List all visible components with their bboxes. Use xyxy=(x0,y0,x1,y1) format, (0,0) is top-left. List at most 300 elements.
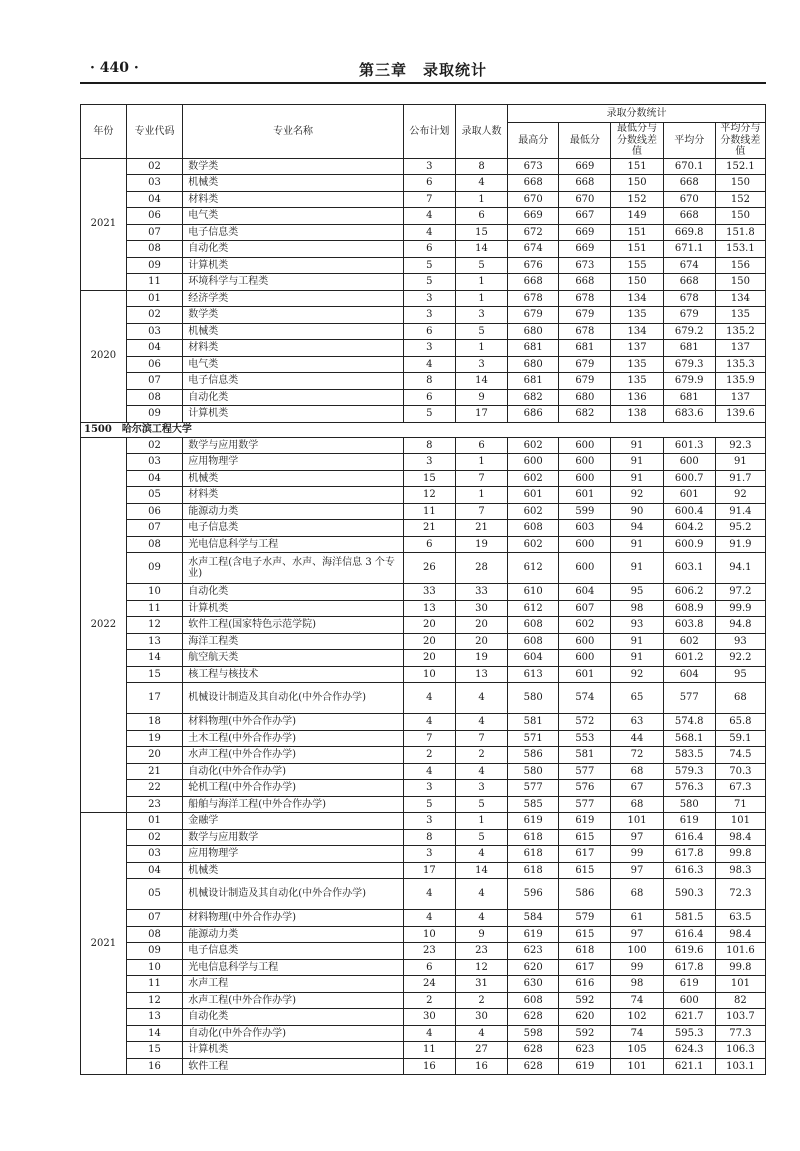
plan-cell: 3 xyxy=(403,846,455,863)
admitted-cell: 3 xyxy=(455,307,507,324)
admitted-cell: 19 xyxy=(455,650,507,667)
table-row xyxy=(81,976,766,993)
min-cell: 615 xyxy=(559,829,611,846)
code-cell: 02 xyxy=(126,437,182,454)
admitted-cell: 1 xyxy=(455,274,507,291)
admitted-cell: 30 xyxy=(455,600,507,617)
name-cell: 海洋工程类 xyxy=(183,633,404,650)
plan-cell: 6 xyxy=(403,241,455,258)
plan-cell: 4 xyxy=(403,208,455,225)
min-cell: 599 xyxy=(559,503,611,520)
avg-diff-cell: 98.4 xyxy=(715,829,765,846)
admitted-cell: 7 xyxy=(455,730,507,747)
min-diff-cell: 155 xyxy=(611,257,663,274)
table-row xyxy=(81,714,766,731)
avg-cell: 668 xyxy=(663,274,715,291)
admitted-cell: 19 xyxy=(455,536,507,553)
max-cell: 630 xyxy=(508,976,559,993)
admitted-cell: 4 xyxy=(455,714,507,731)
max-cell: 618 xyxy=(508,829,559,846)
avg-cell: 619.6 xyxy=(663,943,715,960)
min-cell: 577 xyxy=(559,763,611,780)
name-cell: 电子信息类 xyxy=(183,373,404,390)
code-cell: 14 xyxy=(126,1025,182,1042)
avg-cell: 670 xyxy=(663,191,715,208)
min-diff-cell: 151 xyxy=(611,241,663,258)
plan-cell: 20 xyxy=(403,617,455,634)
avg-diff-cell: 150 xyxy=(715,274,765,291)
plan-cell: 4 xyxy=(403,910,455,927)
plan-cell: 3 xyxy=(403,340,455,357)
school-section-title: 1500 哈尔滨工程大学 xyxy=(81,422,766,437)
avg-diff-cell: 137 xyxy=(715,340,765,357)
max-cell: 686 xyxy=(508,406,559,423)
table-row xyxy=(81,307,766,324)
min-cell: 618 xyxy=(559,943,611,960)
avg-cell: 624.3 xyxy=(663,1042,715,1059)
admitted-cell: 1 xyxy=(455,191,507,208)
min-cell: 592 xyxy=(559,1025,611,1042)
code-cell: 12 xyxy=(126,617,182,634)
admitted-cell: 30 xyxy=(455,1009,507,1026)
avg-diff-cell: 98.3 xyxy=(715,862,765,879)
table-row xyxy=(81,553,766,584)
avg-diff-cell: 135.3 xyxy=(715,356,765,373)
admitted-cell: 4 xyxy=(455,879,507,910)
code-cell: 10 xyxy=(126,959,182,976)
min-diff-cell: 97 xyxy=(611,862,663,879)
max-cell: 608 xyxy=(508,633,559,650)
max-cell: 623 xyxy=(508,943,559,960)
name-cell: 水声工程(中外合作办学) xyxy=(183,992,404,1009)
avg-diff-cell: 63.5 xyxy=(715,910,765,927)
plan-cell: 10 xyxy=(403,666,455,683)
admitted-cell: 7 xyxy=(455,470,507,487)
code-cell: 04 xyxy=(126,470,182,487)
max-cell: 681 xyxy=(508,373,559,390)
col-min-diff: 最低分与分数线差值 xyxy=(611,123,663,159)
min-diff-cell: 137 xyxy=(611,340,663,357)
name-cell: 轮机工程(中外合作办学) xyxy=(183,780,404,797)
code-cell: 09 xyxy=(126,943,182,960)
plan-cell: 11 xyxy=(403,1042,455,1059)
min-diff-cell: 136 xyxy=(611,389,663,406)
min-cell: 592 xyxy=(559,992,611,1009)
table-row xyxy=(81,406,766,423)
min-diff-cell: 92 xyxy=(611,666,663,683)
code-cell: 07 xyxy=(126,224,182,241)
min-cell: 577 xyxy=(559,796,611,813)
code-cell: 15 xyxy=(126,666,182,683)
code-cell: 01 xyxy=(126,290,182,307)
name-cell: 计算机类 xyxy=(183,1042,404,1059)
table-row xyxy=(81,158,766,175)
avg-diff-cell: 71 xyxy=(715,796,765,813)
min-diff-cell: 44 xyxy=(611,730,663,747)
code-cell: 21 xyxy=(126,763,182,780)
avg-diff-cell: 103.1 xyxy=(715,1058,765,1075)
min-diff-cell: 72 xyxy=(611,747,663,764)
min-cell: 678 xyxy=(559,323,611,340)
name-cell: 机械类 xyxy=(183,862,404,879)
max-cell: 602 xyxy=(508,536,559,553)
min-diff-cell: 90 xyxy=(611,503,663,520)
avg-diff-cell: 94.1 xyxy=(715,553,765,584)
table-row xyxy=(81,437,766,454)
table-body-harbin-engineering xyxy=(81,437,766,1075)
table-row xyxy=(81,862,766,879)
name-cell: 能源动力类 xyxy=(183,926,404,943)
admitted-cell: 12 xyxy=(455,959,507,976)
year-cell: 2022 xyxy=(81,437,127,813)
plan-cell: 33 xyxy=(403,584,455,601)
admitted-cell: 1 xyxy=(455,454,507,471)
plan-cell: 30 xyxy=(403,1009,455,1026)
avg-cell: 679.2 xyxy=(663,323,715,340)
min-diff-cell: 95 xyxy=(611,584,663,601)
avg-diff-cell: 92.3 xyxy=(715,437,765,454)
col-admitted: 录取人数 xyxy=(455,105,507,159)
min-diff-cell: 99 xyxy=(611,959,663,976)
code-cell: 11 xyxy=(126,274,182,291)
avg-cell: 616.4 xyxy=(663,926,715,943)
max-cell: 680 xyxy=(508,323,559,340)
avg-cell: 576.3 xyxy=(663,780,715,797)
min-diff-cell: 92 xyxy=(611,487,663,504)
max-cell: 580 xyxy=(508,683,559,714)
avg-diff-cell: 93 xyxy=(715,633,765,650)
table-row xyxy=(81,959,766,976)
plan-cell: 7 xyxy=(403,191,455,208)
avg-cell: 668 xyxy=(663,175,715,192)
avg-diff-cell: 99.8 xyxy=(715,846,765,863)
plan-cell: 21 xyxy=(403,520,455,537)
table-row xyxy=(81,470,766,487)
min-diff-cell: 63 xyxy=(611,714,663,731)
table-row xyxy=(81,730,766,747)
min-cell: 678 xyxy=(559,290,611,307)
avg-diff-cell: 101 xyxy=(715,813,765,830)
avg-diff-cell: 134 xyxy=(715,290,765,307)
name-cell: 自动化(中外合作办学) xyxy=(183,1025,404,1042)
avg-cell: 616.3 xyxy=(663,862,715,879)
avg-cell: 670.1 xyxy=(663,158,715,175)
max-cell: 668 xyxy=(508,274,559,291)
code-cell: 20 xyxy=(126,747,182,764)
admitted-cell: 15 xyxy=(455,224,507,241)
admitted-cell: 5 xyxy=(455,829,507,846)
plan-cell: 15 xyxy=(403,470,455,487)
plan-cell: 5 xyxy=(403,257,455,274)
avg-cell: 617.8 xyxy=(663,959,715,976)
table-row xyxy=(81,829,766,846)
plan-cell: 5 xyxy=(403,406,455,423)
code-cell: 14 xyxy=(126,650,182,667)
name-cell: 材料类 xyxy=(183,487,404,504)
avg-cell: 679.3 xyxy=(663,356,715,373)
max-cell: 678 xyxy=(508,290,559,307)
col-name: 专业名称 xyxy=(183,105,404,159)
name-cell: 自动化类 xyxy=(183,241,404,258)
plan-cell: 12 xyxy=(403,487,455,504)
plan-cell: 6 xyxy=(403,536,455,553)
code-cell: 09 xyxy=(126,553,182,584)
table-row xyxy=(81,666,766,683)
avg-cell: 681 xyxy=(663,389,715,406)
name-cell: 电子信息类 xyxy=(183,520,404,537)
min-cell: 615 xyxy=(559,926,611,943)
min-diff-cell: 74 xyxy=(611,1025,663,1042)
min-cell: 669 xyxy=(559,158,611,175)
avg-diff-cell: 135 xyxy=(715,307,765,324)
min-cell: 669 xyxy=(559,224,611,241)
name-cell: 经济学类 xyxy=(183,290,404,307)
admitted-cell: 28 xyxy=(455,553,507,584)
table-row xyxy=(81,224,766,241)
admitted-cell: 5 xyxy=(455,323,507,340)
code-cell: 10 xyxy=(126,584,182,601)
avg-cell: 602 xyxy=(663,633,715,650)
name-cell: 应用物理学 xyxy=(183,454,404,471)
min-diff-cell: 101 xyxy=(611,813,663,830)
admitted-cell: 4 xyxy=(455,763,507,780)
admitted-cell: 14 xyxy=(455,373,507,390)
code-cell: 18 xyxy=(126,714,182,731)
name-cell: 电子信息类 xyxy=(183,943,404,960)
avg-diff-cell: 77.3 xyxy=(715,1025,765,1042)
min-cell: 670 xyxy=(559,191,611,208)
avg-diff-cell: 101.6 xyxy=(715,943,765,960)
avg-cell: 674 xyxy=(663,257,715,274)
code-cell: 15 xyxy=(126,1042,182,1059)
avg-diff-cell: 152.1 xyxy=(715,158,765,175)
admitted-cell: 4 xyxy=(455,175,507,192)
table-row xyxy=(81,241,766,258)
avg-cell: 581.5 xyxy=(663,910,715,927)
code-cell: 22 xyxy=(126,780,182,797)
max-cell: 612 xyxy=(508,600,559,617)
min-cell: 615 xyxy=(559,862,611,879)
min-diff-cell: 134 xyxy=(611,290,663,307)
plan-cell: 4 xyxy=(403,224,455,241)
avg-cell: 621.1 xyxy=(663,1058,715,1075)
max-cell: 602 xyxy=(508,470,559,487)
table-row xyxy=(81,813,766,830)
year-cell: 2021 xyxy=(81,813,127,1075)
col-plan: 公布计划 xyxy=(403,105,455,159)
code-cell: 03 xyxy=(126,454,182,471)
min-diff-cell: 100 xyxy=(611,943,663,960)
min-cell: 601 xyxy=(559,487,611,504)
max-cell: 610 xyxy=(508,584,559,601)
code-cell: 06 xyxy=(126,503,182,520)
admitted-cell: 4 xyxy=(455,846,507,863)
table-row xyxy=(81,1058,766,1075)
code-cell: 03 xyxy=(126,846,182,863)
name-cell: 机械类 xyxy=(183,175,404,192)
avg-diff-cell: 95 xyxy=(715,666,765,683)
code-cell: 07 xyxy=(126,910,182,927)
code-cell: 17 xyxy=(126,683,182,714)
avg-cell: 600.4 xyxy=(663,503,715,520)
avg-cell: 595.3 xyxy=(663,1025,715,1042)
min-cell: 679 xyxy=(559,307,611,324)
name-cell: 自动化(中外合作办学) xyxy=(183,763,404,780)
min-cell: 581 xyxy=(559,747,611,764)
name-cell: 机械类 xyxy=(183,323,404,340)
avg-cell: 603.8 xyxy=(663,617,715,634)
admitted-cell: 14 xyxy=(455,241,507,258)
page-header xyxy=(80,56,766,84)
plan-cell: 24 xyxy=(403,976,455,993)
col-code: 专业代码 xyxy=(126,105,182,159)
code-cell: 01 xyxy=(126,813,182,830)
plan-cell: 4 xyxy=(403,356,455,373)
avg-diff-cell: 68 xyxy=(715,683,765,714)
min-cell: 600 xyxy=(559,536,611,553)
code-cell: 03 xyxy=(126,175,182,192)
max-cell: 585 xyxy=(508,796,559,813)
min-diff-cell: 151 xyxy=(611,158,663,175)
admitted-cell: 1 xyxy=(455,340,507,357)
code-cell: 23 xyxy=(126,796,182,813)
min-diff-cell: 102 xyxy=(611,1009,663,1026)
min-cell: 679 xyxy=(559,356,611,373)
min-cell: 617 xyxy=(559,846,611,863)
plan-cell: 6 xyxy=(403,389,455,406)
min-cell: 673 xyxy=(559,257,611,274)
avg-diff-cell: 135.2 xyxy=(715,323,765,340)
min-diff-cell: 151 xyxy=(611,224,663,241)
min-cell: 616 xyxy=(559,976,611,993)
min-diff-cell: 93 xyxy=(611,617,663,634)
col-max: 最高分 xyxy=(508,123,559,159)
avg-diff-cell: 92.2 xyxy=(715,650,765,667)
admitted-cell: 31 xyxy=(455,976,507,993)
avg-cell: 608.9 xyxy=(663,600,715,617)
avg-diff-cell: 74.5 xyxy=(715,747,765,764)
admitted-cell: 7 xyxy=(455,503,507,520)
code-cell: 08 xyxy=(126,536,182,553)
min-diff-cell: 91 xyxy=(611,633,663,650)
plan-cell: 16 xyxy=(403,1058,455,1075)
avg-diff-cell: 67.3 xyxy=(715,780,765,797)
table-row xyxy=(81,487,766,504)
admitted-cell: 5 xyxy=(455,796,507,813)
plan-cell: 6 xyxy=(403,323,455,340)
avg-cell: 600.7 xyxy=(663,470,715,487)
max-cell: 628 xyxy=(508,1042,559,1059)
avg-cell: 590.3 xyxy=(663,879,715,910)
avg-diff-cell: 139.6 xyxy=(715,406,765,423)
table-row xyxy=(81,747,766,764)
name-cell: 光电信息科学与工程 xyxy=(183,536,404,553)
max-cell: 586 xyxy=(508,747,559,764)
min-cell: 576 xyxy=(559,780,611,797)
table-row xyxy=(81,617,766,634)
plan-cell: 10 xyxy=(403,926,455,943)
col-avg-diff: 平均分与分数线差值 xyxy=(715,123,765,159)
max-cell: 628 xyxy=(508,1058,559,1075)
min-diff-cell: 67 xyxy=(611,780,663,797)
avg-cell: 600.9 xyxy=(663,536,715,553)
avg-diff-cell: 92 xyxy=(715,487,765,504)
table-row xyxy=(81,683,766,714)
code-cell: 09 xyxy=(126,406,182,423)
max-cell: 598 xyxy=(508,1025,559,1042)
avg-cell: 679.9 xyxy=(663,373,715,390)
code-cell: 05 xyxy=(126,879,182,910)
avg-diff-cell: 99.8 xyxy=(715,959,765,976)
code-cell: 04 xyxy=(126,862,182,879)
min-diff-cell: 68 xyxy=(611,879,663,910)
min-diff-cell: 74 xyxy=(611,992,663,1009)
max-cell: 619 xyxy=(508,813,559,830)
admitted-cell: 23 xyxy=(455,943,507,960)
min-cell: 668 xyxy=(559,175,611,192)
plan-cell: 4 xyxy=(403,714,455,731)
avg-cell: 601.2 xyxy=(663,650,715,667)
plan-cell: 3 xyxy=(403,158,455,175)
code-cell: 11 xyxy=(126,976,182,993)
year-cell: 2020 xyxy=(81,290,127,422)
code-cell: 13 xyxy=(126,1009,182,1026)
table-row xyxy=(81,175,766,192)
min-diff-cell: 138 xyxy=(611,406,663,423)
avg-cell: 679 xyxy=(663,307,715,324)
max-cell: 676 xyxy=(508,257,559,274)
admitted-cell: 4 xyxy=(455,910,507,927)
avg-diff-cell: 99.9 xyxy=(715,600,765,617)
max-cell: 602 xyxy=(508,437,559,454)
min-diff-cell: 94 xyxy=(611,520,663,537)
admitted-cell: 5 xyxy=(455,257,507,274)
code-cell: 06 xyxy=(126,208,182,225)
table-row xyxy=(81,796,766,813)
name-cell: 自动化类 xyxy=(183,389,404,406)
min-diff-cell: 135 xyxy=(611,373,663,390)
avg-diff-cell: 103.7 xyxy=(715,1009,765,1026)
table-row xyxy=(81,340,766,357)
plan-cell: 17 xyxy=(403,862,455,879)
table-row xyxy=(81,520,766,537)
avg-diff-cell: 98.4 xyxy=(715,926,765,943)
min-cell: 682 xyxy=(559,406,611,423)
admitted-cell: 1 xyxy=(455,487,507,504)
min-diff-cell: 105 xyxy=(611,1042,663,1059)
table-row xyxy=(81,1009,766,1026)
name-cell: 船舶与海洋工程(中外合作办学) xyxy=(183,796,404,813)
avg-cell: 668 xyxy=(663,208,715,225)
admitted-cell: 20 xyxy=(455,633,507,650)
admitted-cell: 4 xyxy=(455,1025,507,1042)
name-cell: 材料物理(中外合作办学) xyxy=(183,910,404,927)
plan-cell: 4 xyxy=(403,763,455,780)
code-cell: 04 xyxy=(126,191,182,208)
max-cell: 581 xyxy=(508,714,559,731)
name-cell: 材料类 xyxy=(183,191,404,208)
admitted-cell: 16 xyxy=(455,1058,507,1075)
name-cell: 软件工程(国家特色示范学院) xyxy=(183,617,404,634)
max-cell: 620 xyxy=(508,959,559,976)
admitted-cell: 20 xyxy=(455,617,507,634)
table-row xyxy=(81,257,766,274)
name-cell: 数学与应用数学 xyxy=(183,829,404,846)
min-cell: 586 xyxy=(559,879,611,910)
avg-cell: 606.2 xyxy=(663,584,715,601)
chapter-title: 第三章 录取统计 xyxy=(358,61,487,79)
min-diff-cell: 97 xyxy=(611,829,663,846)
